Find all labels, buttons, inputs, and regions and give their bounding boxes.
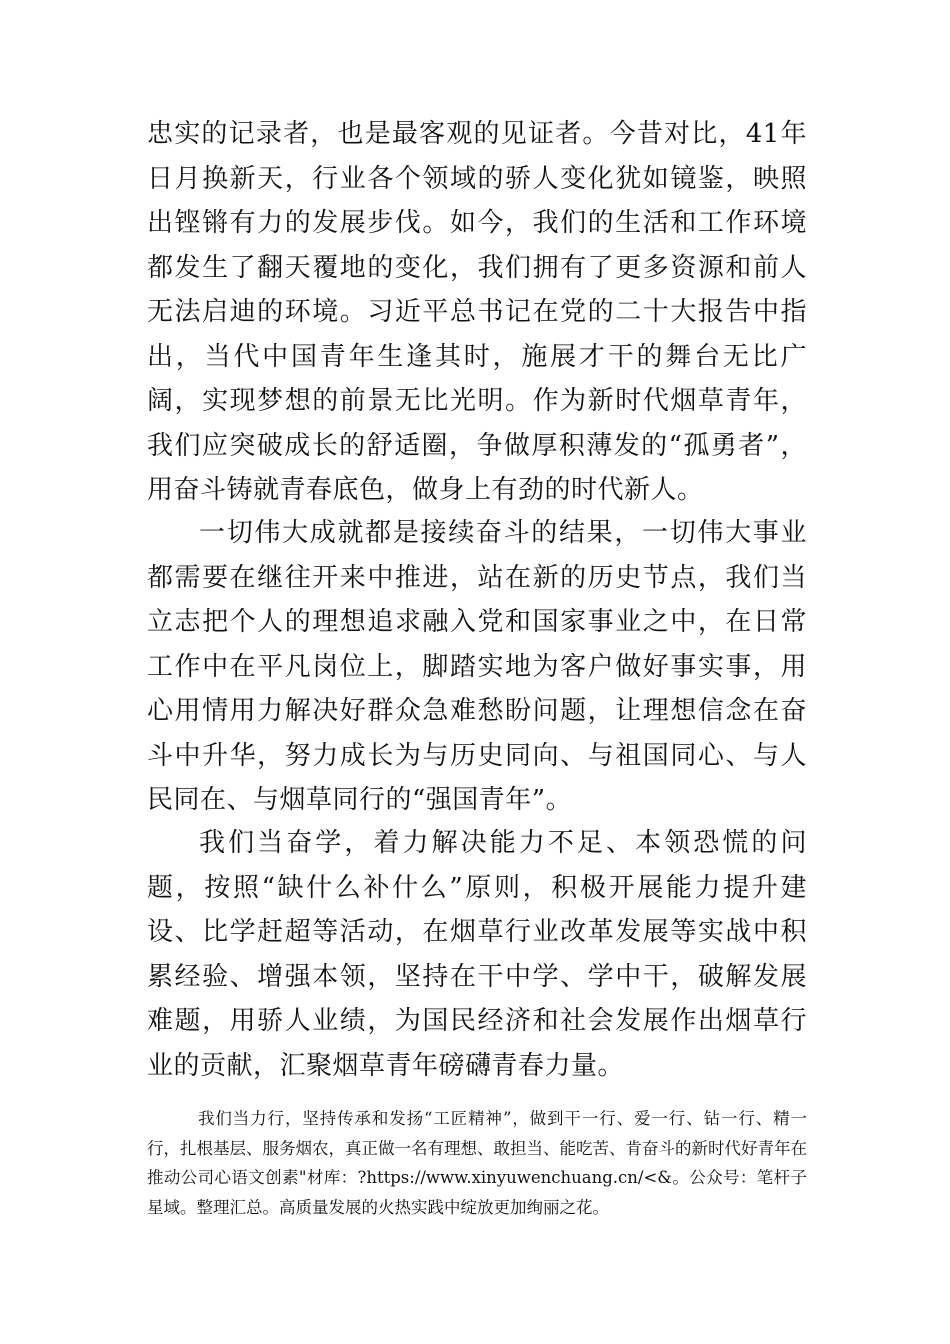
body-paragraph-1: 忠实的记录者，也是最客观的见证者。今昔对比，41年日月换新天，行业各个领域的骄人变化犹如镜鉴，映照出铿锵有力的发展步伐。如今，我们的生活和工作环境都发生了翻天覆地的变化，我们拥有了更多资源和前人无法启迪的环境。习近平总书记在党的二十大报告中指出，当代中国青年生逢其时，施展才干的舞台无比广阔，实现梦想的前景无比光明。作为新时代烟草青年，我们应突破成长的舒适圈，争做厚积薄发的“孤勇者”，用奋斗铸就青春底色，做身上有劲的时代新人。	[147, 119, 807, 505]
body-paragraph-2: 一切伟大成就都是接续奋斗的结果，一切伟大事业都需要在继往开来中推进，站在新的历史节点，我们当立志把个人的理想追求融入党和国家事业之中，在日常工作中在平凡岗位上，脚踏实地为客户做好事实事，用心用情用力解决好群众急难愁盼问题，让理想信念在奋斗中升华，努力成长为与历史同向、与祖国同心、与人民同在、与烟草同行的“强国青年”。	[147, 518, 807, 815]
body-paragraph-3: 我们当奋学，着力解决能力不足、本领恐慌的问题，按照“缺什么补什么”原则，积极开展能力提升建设、比学赶超等活动，在烟草行业改革发展等实战中积累经验、增强本领，坚持在干中学、学中干，破解发展难题，用骄人业绩，为国民经济和社会发展作出烟草行业的贡献，汇聚烟草青年磅礴青春力量。	[147, 828, 807, 1081]
small-print-paragraph: 我们当力行，坚持传承和发扬“工匠精神”，做到干一行、爱一行、钻一行、精一行，扎根基层、服务烟农，真正做一名有理想、敢担当、能吃苦、肯奋斗的新时代好青年在推动公司心语文创素"材库：?https://www.xinyuwenchuang.cn/<&。公众号：笔杆子星域。整理汇总。高质量发展的火热实践中绽放更加绚丽之花。	[147, 1109, 807, 1217]
